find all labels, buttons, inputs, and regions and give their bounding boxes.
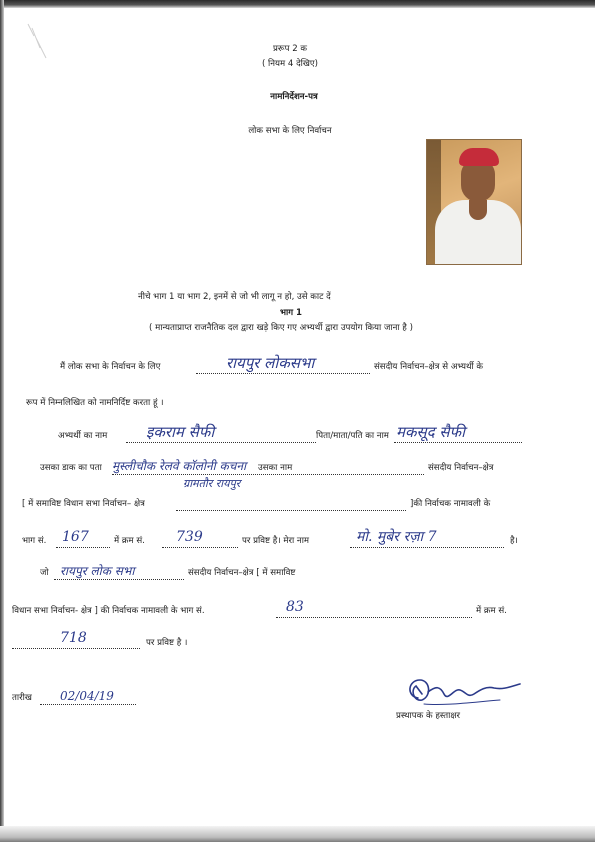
photo-headwear [459,148,499,166]
part-note: ( मान्यताप्राप्त राजनैतिक दल द्वारा खड़े किए गए अभ्यर्थी द्वारा उपयोग किया जाना है ) [149,323,413,333]
entered-my-name-label: पर प्रविष्ट है। मेरा नाम [242,536,310,546]
proposer-name-field[interactable]: मो. मुबेर रज़ा 7 [356,529,437,545]
father-name-line [394,442,522,443]
voter-list-label: ]की निर्वाचक नामावली के [410,499,491,509]
part-no-field[interactable]: 167 [62,529,89,545]
name-label-2: उसका नाम [258,463,293,473]
proposer-signature [404,676,534,710]
assembly-constituency-label: [ में समाविष्ट विधान सभा निर्वाचन– क्षेत्र [22,499,145,509]
photo-neck [469,200,487,220]
proposer-part-no-field[interactable]: 83 [286,599,304,615]
proposer-part-no-line [276,617,472,618]
photo-face [461,160,495,202]
candidate-name-line [126,442,316,443]
is-label: है। [510,536,518,546]
nomination-statement: रूप में निम्नलिखित को नामनिर्दिष्ट करता हूं । [26,398,164,408]
candidate-photo [426,139,522,265]
part-no-label: भाग सं. [22,536,47,546]
scan-border-left [0,0,4,842]
proposer-constituency-field[interactable]: रायपुर लोक सभा [60,564,135,578]
candidate-name-field[interactable]: इकराम सैफी [146,423,215,441]
address-field-line1[interactable]: मुस्लीचौक रेलवे कॉलोनी कचना [112,459,247,473]
candidate-name-label: अभ्यर्थी का नाम [58,431,108,441]
father-name-field[interactable]: मकसूद सैफी [396,423,465,441]
proposer-constituency-line [54,579,184,580]
instruction-text: नीचे भाग 1 या भाग 2, इनमें से जो भी लागू न हो, उसे काट दें [138,292,331,302]
assembly-constituency-line [176,510,406,511]
proposer-serial-no-field[interactable]: 718 [60,630,87,646]
proposer-serial-no-line [12,648,140,649]
constituency-label-2: संसदीय निर्वाचन–क्षेत्र [428,463,494,473]
form-rule-reference: ( नियम 4 देखिए) [261,59,319,69]
date-line [40,704,136,705]
constituency-intro-label: मैं लोक सभा के निर्वाचन के लिए [60,362,161,372]
scan-scratch-mark [24,22,54,62]
form-number: प्ररूप 2 क [273,44,307,54]
date-field[interactable]: 02/04/19 [60,689,114,703]
assembly-voter-list-label: विधान सभा निर्वाचन- क्षेत्र ] की निर्वाचक नामावली के भाग सं. [12,606,205,616]
part-no-line [56,547,110,548]
father-name-label: पिता/माता/पति का नाम [316,431,389,441]
serial-no-field[interactable]: 739 [176,529,203,545]
constituency-suffix-label: संसदीय निर्वाचन–क्षेत्र से अभ्यर्थी के [374,362,483,372]
form-title: नामनिर्देशन-पत्र [270,92,318,102]
entered-end-label: पर प्रविष्ट है । [146,638,188,648]
serial-no-line [162,547,238,548]
form-subtitle: लोक सभा के लिए निर्वाचन [248,126,332,136]
constituency-field[interactable]: रायपुर लोकसभा [226,354,315,372]
scan-border-top [0,0,595,8]
address-line [112,474,424,475]
jo-label: जो [40,568,49,578]
constituency-included-label: संसदीय निर्वाचन–क्षेत्र [ में समाविष्ट [188,568,296,578]
serial-no-label: में क्रम सं. [114,536,145,546]
proposer-signature-label: प्रस्थापक के हस्ताक्षर [396,711,461,721]
date-label: तारीख [12,693,32,703]
serial-no-label-2: में क्रम सं. [476,606,507,616]
proposer-name-line [350,547,504,548]
address-label: उसका डाक का पता [40,463,102,473]
constituency-field-line [196,373,370,374]
address-field-line2[interactable]: ग्रामतौर रायपुर [183,477,241,490]
scan-border-bottom [0,826,595,842]
part-heading: भाग 1 [279,308,303,318]
